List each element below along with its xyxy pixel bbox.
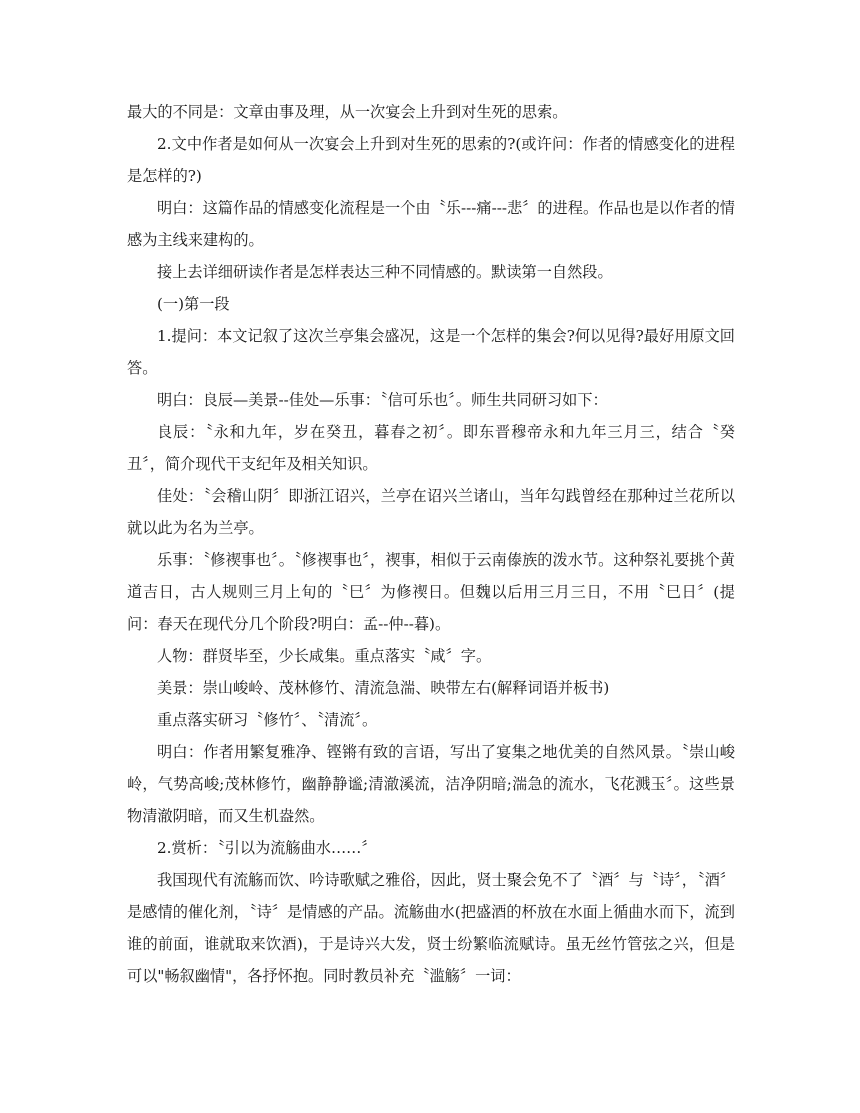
paragraph: 乐事：〝修禊事也〞。〝修禊事也〞，禊事，相似于云南傣族的泼水节。这种祭礼要挑个黄道吉日，古人规则三月上旬的〝巳〞为修禊日。但魏以后用三月三日，不用〝巳日〞(提问：春天在现代分几个阶段?明白：孟--仲--暮)。 bbox=[127, 551, 735, 633]
paragraph: 美景：崇山峻岭、茂林修竹、清流急湍、映带左右(解释词语并板书) bbox=[157, 679, 610, 697]
paragraph: 明白：这篇作品的情感变化流程是一个由〝乐---痛---悲〞的进程。作品也是以作者的情感为主线来建构的。 bbox=[127, 199, 735, 249]
section-heading: (一)第一段 bbox=[157, 295, 230, 313]
paragraph: 我国现代有流觞而饮、吟诗歌赋之雅俗，因此，贤士聚会免不了〝酒〞与〝诗〞，〝酒〞是感情的催化剂，〝诗〞是情感的产品。流觞曲水(把盛酒的杯放在水面上循曲水而下，流到谁的前面，谁就取来饮酒)，于是诗兴大发，贤士纷繁临流赋诗。虽无丝竹管弦之兴，但是可以"畅叙幽情"，各抒怀抱。同时教员补充〝滥觞〞一词： bbox=[127, 871, 735, 985]
document-body bbox=[127, 96, 735, 992]
paragraph: 最大的不同是：文章由事及理，从一次宴会上升到对生死的思索。 bbox=[127, 103, 568, 121]
paragraph: 2.文中作者是如何从一次宴会上升到对生死的思索的?(或许问：作者的情感变化的进程是怎样的?) bbox=[127, 135, 735, 185]
paragraph: 1.提问：本文记叙了这次兰亭集会盛况，这是一个怎样的集会?何以见得?最好用原文回答。 bbox=[127, 327, 735, 377]
paragraph: 接上去详细研读作者是怎样表达三种不同情感的。默读第一自然段。 bbox=[157, 263, 613, 281]
paragraph: 人物：群贤毕至，少长咸集。重点落实〝咸〞字。 bbox=[157, 647, 492, 665]
paragraph: 明白：良辰—美景--佳处—乐事：〝信可乐也〞。师生共同研习如下： bbox=[157, 391, 608, 409]
paragraph: 2.赏析：〝引以为流觞曲水……〞 bbox=[157, 839, 377, 857]
paragraph: 佳处：〝会稽山阴〞即浙江诏兴，兰亭在诏兴兰诸山，当年勾践曾经在那种过兰花所以就以此为名为兰亭。 bbox=[127, 487, 735, 537]
paragraph: 明白：作者用繁复雅净、铿锵有致的言语，写出了宴集之地优美的自然风景。〝崇山峻岭，气势高峻;茂林修竹，幽静静谧;清澈溪流，洁净阴暗;湍急的流水，飞花溅玉〞。这些景物清澈阴暗，而又生机盎然。 bbox=[127, 743, 735, 825]
paragraph: 良辰：〝永和九年，岁在癸丑，暮春之初〞。即东晋穆帝永和九年三月三，结合〝癸丑〞，简介现代干支纪年及相关知识。 bbox=[127, 423, 735, 473]
paragraph: 重点落实研习〝修竹〞、〝清流〞。 bbox=[157, 711, 378, 729]
